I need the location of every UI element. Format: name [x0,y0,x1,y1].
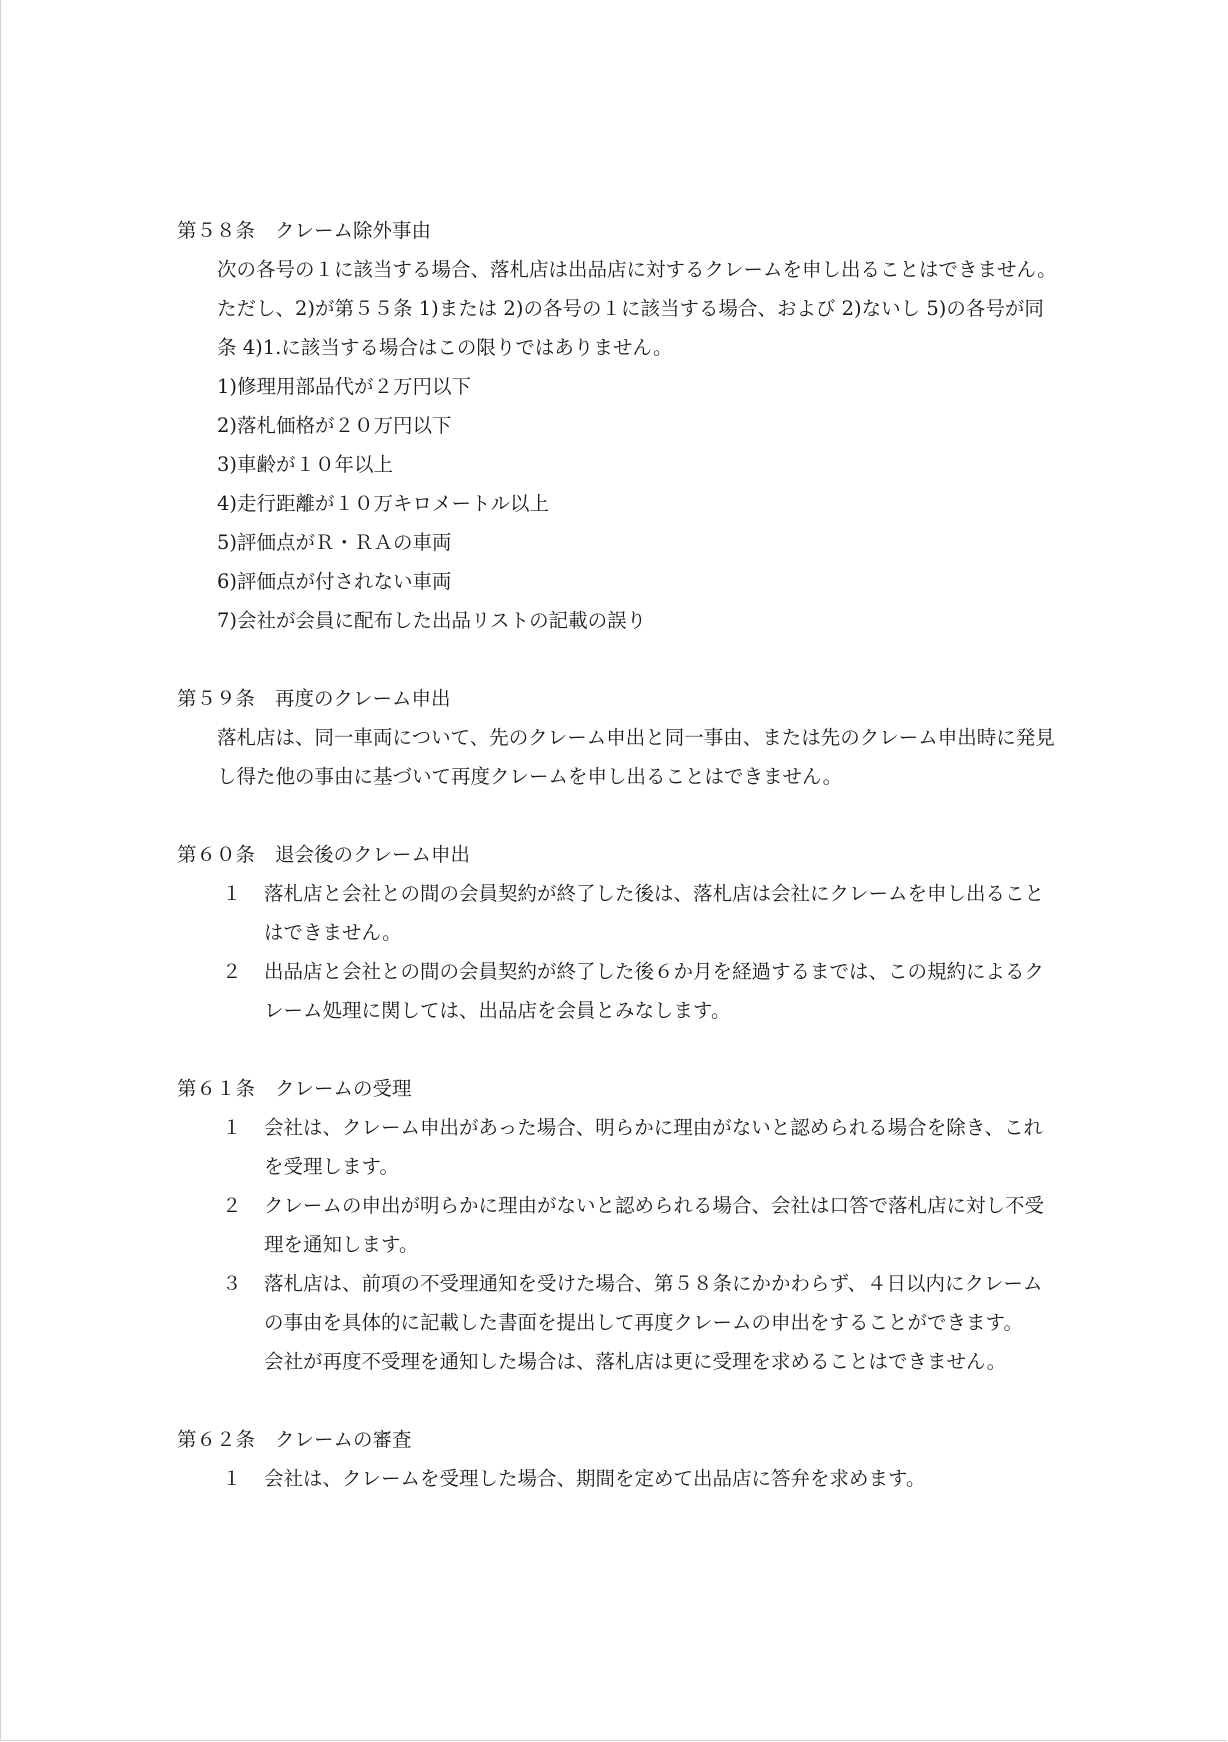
clause-text: 会社は、クレームを受理した場合、期間を定めて出品店に答弁を求めます。 [264,1467,926,1490]
list-item: 1)修理用部品代が２万円以下 [217,375,472,398]
clause [177,1459,1057,1498]
clause-text: クレームの申出が明らかに理由がないと認められる場合、会社は口答で落札店に対し不受理を通知します。 [264,1194,1045,1256]
clause-text: 落札店と会社との間の会員契約が終了した後は、落札店は会社にクレームを申し出ることはできません。 [264,882,1045,944]
article-heading [177,679,1057,718]
article-heading [177,1069,1057,1108]
article-title: クレーム除外事由 [275,219,432,242]
clause [177,1186,1057,1264]
article-title: 退会後のクレーム申出 [275,843,471,866]
clause-text: 会社は、クレーム申出があった場合、明らかに理由がないと認められる場合を除き、これを受理します。 [264,1116,1044,1178]
clause [177,874,1057,952]
clause-extra: 会社が再度不受理を通知した場合は、落札店は更に受理を求めることはできません。 [264,1350,1007,1373]
article-number: 第６２条 [177,1428,256,1451]
article-heading [177,835,1057,874]
article-heading [177,1420,1057,1459]
article-61 [177,1069,1057,1381]
article-number: 第６０条 [177,843,256,866]
list-item: 5)評価点がＲ・ＲＡの車両 [217,531,452,554]
article-58 [177,211,1057,640]
article-intro: 次の各号の１に該当する場合、落札店は出品店に対するクレームを申し出ることはできません。 [217,258,1057,281]
article-body: 落札店は、同一車両について、先のクレーム申出と同一事由、または先のクレーム申出時に発見し得た他の事由に基づいて再度クレームを申し出ることはできません。 [217,726,1055,788]
article-62 [177,1420,1057,1498]
article-heading [177,211,1057,250]
article-59 [177,679,1057,796]
article-60 [177,835,1057,1030]
clause-number: ２ [222,960,242,983]
list-item: 6)評価点が付されない車両 [217,570,452,593]
article-title: クレームの審査 [275,1428,412,1451]
clause-number: １ [222,1467,242,1490]
list-item: 7)会社が会員に配布した出品リストの記載の誤り [217,609,647,632]
article-title: クレームの受理 [275,1077,412,1100]
clause [177,1264,1057,1342]
list-item: 3)車齢が１０年以上 [217,453,394,476]
clause-text: 出品店と会社との間の会員契約が終了した後６か月を経過するまでは、この規約によるクレーム処理に関しては、出品店を会員とみなします。 [264,960,1045,1022]
article-number: 第５８条 [177,219,256,242]
clause-text: 落札店は、前項の不受理通知を受けた場合、第５８条にかかわらず、４日以内にクレームの事由を具体的に記載した書面を提出して再度クレームの申出をすることができます。 [264,1272,1043,1334]
document-body [177,211,1057,1537]
clause-number: １ [222,882,242,905]
article-number: 第６１条 [177,1077,256,1100]
clause [177,952,1057,1030]
clause-number: ２ [222,1194,242,1217]
clause-number: ３ [222,1272,242,1295]
article-title: 再度のクレーム申出 [275,687,451,710]
article-note: ただし、2)が第５５条 1)または 2)の各号の１に該当する場合、および 2)ないし 5)の各号が同条 4)1.に該当する場合はこの限りではありません。 [217,297,1044,359]
article-number: 第５９条 [177,687,256,710]
list-item: 2)落札価格が２０万円以下 [217,414,452,437]
clause [177,1108,1057,1186]
clause-number: １ [222,1116,242,1139]
list-item: 4)走行距離が１０万キロメートル以上 [217,492,550,515]
